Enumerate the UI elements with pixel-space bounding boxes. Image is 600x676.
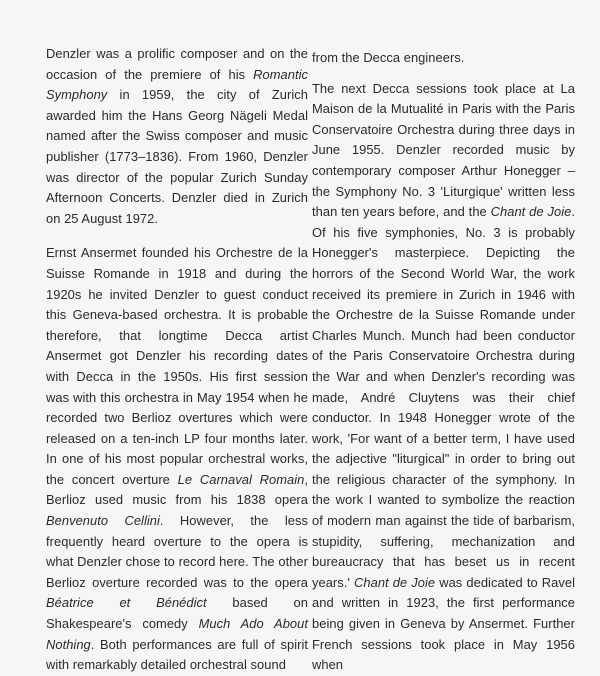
italic-title: Benvenuto Cellini (46, 513, 160, 529)
text-run: Ernst Ansermet founded his Orchestre de la Suisse Romande in 1918 and during the 1920s he invited Denzler to guest conduct this Geneva-based orchestra. It is probable therefore, that longtime Decca artist Ansermet got Denzler his recording dates with Decca in the 1950s. His first session was with this orchestra in May 1954 when he recorded two Berlioz overtures which were released on a ten-inch LP four months later. In one of his most popular orchestral works, the concert overture (46, 245, 308, 487)
text-run: . Of his five symphonies, No. 3 is probably Honegger's masterpiece. Depicting the horrors of the Second World War, the work received its premiere in Zurich in 1946 with the Orchestre de la Suisse Romande under Charles Munch. Munch had been conductor of the Paris Conservatoire Orchestra during the War and when Denzler's recording was made, André Cluytens was their chief conductor. In 1948 Honegger wrote of the work, 'For want of a better term, I have used the adjective "liturgical" in order to bring out the religious character of the symphony. In the work I wanted to symbolize the reaction of modern man against the tide of barbarism, stupidity, suffering, mechanization and bureaucracy that has beset us in recent years.' (312, 204, 575, 590)
paragraph-paris-sessions (312, 79, 575, 676)
right-text-column (312, 48, 575, 676)
italic-title: Chant de Joie (490, 204, 572, 220)
text-run: The next Decca sessions took place at La Maison de la Mutualité in Paris with the Paris Conservatoire Orchestra during three days in June 1955. Denzler recorded music by contemporary composer Arthur Honegger – the Symphony No. 3 'Liturgique' written less than ten years before, and the (312, 80, 575, 220)
left-text-column (46, 44, 308, 676)
text-run: . However, the less frequently heard overture to the opera is what Denzler chose to record here. The other Berlioz overture recorded was to the opera (46, 513, 308, 590)
text-run: Denzler was a prolific composer and on the occasion of the premiere of his (46, 46, 308, 82)
italic-title: Romantic Symphony (46, 66, 308, 103)
text-run: was dedicated to Ravel and written in 1923, the first performance being given in Geneva by Ansermet. Further French sessions took place in May 1956 when (312, 574, 576, 673)
italic-title: Béatrice et Bénédict (46, 595, 207, 611)
paragraph-continuation (312, 48, 575, 69)
text-run: in 1959, the city of Zurich awarded him the Hans Georg Nägeli Medal named after the Swiss composer and music publisher (1773–1836). From 1960, Denzler was director of the popular Zurich Sunday Afternoon Concerts. Denzler died in Zurich on 25 August 1972. (46, 87, 308, 226)
paragraph-denzler-composer (46, 44, 308, 229)
paragraph-ansermet (46, 243, 308, 675)
text-run: , Berlioz used music from his 1838 opera (46, 471, 308, 508)
italic-title: Much Ado About Nothing (46, 616, 308, 652)
text-run: based on Shakespeare's comedy (46, 595, 308, 632)
text-run: from the Decca engineers. (312, 50, 465, 65)
text-run: . Both performances are full of spirit with remarkably detailed orchestral sound (46, 636, 308, 673)
italic-title: Le Carnaval Romain (177, 471, 305, 487)
italic-title: Chant de Joie (354, 574, 436, 590)
